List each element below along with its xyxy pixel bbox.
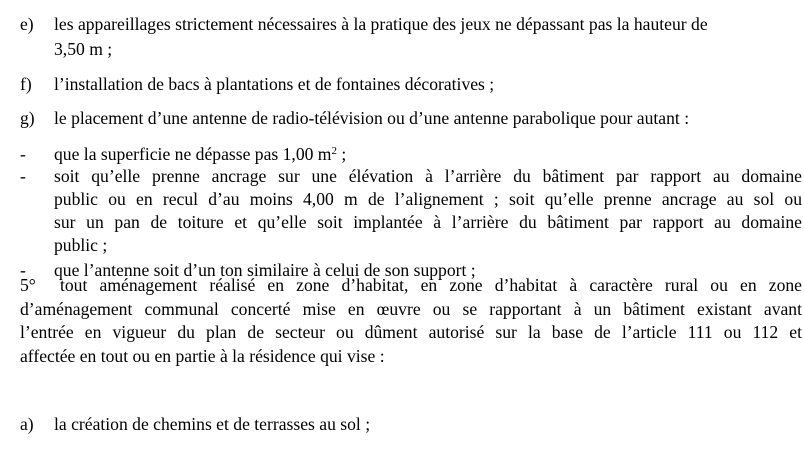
squared-superscript: 2: [331, 145, 337, 157]
paragraph-5-line-2: d’aménagement communal concerté mise en œuvre ou se rapportant à un bâtiment existant avant: [20, 299, 802, 319]
bullet-dash-3: -: [20, 260, 26, 280]
bullet-3-text: que l’antenne soit d’un ton similaire à celui de son support ;: [54, 260, 476, 280]
item-f-text: l’installation de bacs à plantations et de fontaines décoratives ;: [54, 74, 495, 94]
item-marker-f: f): [20, 74, 32, 94]
bullet-2-text-line-3: sur un pan de toiture et qu’elle soit implantée à l’arrière du bâtiment par rapport au domaine: [54, 212, 802, 232]
item-g-text: le placement d’une antenne de radio-télévision ou d’une antenne parabolique pour autant :: [54, 108, 690, 128]
item-e-text-line-1: les appareillages strictement nécessaires à la pratique des jeux ne dépassant pas la hauteur de: [54, 14, 708, 34]
paragraph-5-line-3: l’entrée en vigueur du plan de secteur ou dûment autorisé sur la base de l’article 111 ou 112 et: [20, 322, 802, 342]
paragraph-number-5: 5°: [20, 275, 36, 295]
paragraph-5-line-4: affectée en tout ou en partie à la résidence qui vise :: [20, 346, 385, 366]
bullet-1-text-main: que la superficie ne dépasse pas 1,00 m: [54, 144, 332, 164]
bullet-2-text-line-1: soit qu’elle prenne ancrage sur une élévation à l’arrière du bâtiment par rapport au domaine: [54, 166, 802, 186]
item-e-text-line-2: 3,50 m ;: [54, 39, 113, 59]
item-marker-e: e): [20, 14, 34, 34]
bullet-2-text-line-2: public ou en recul d’au moins 4,00 m de l’alignement ; soit qu’elle prenne ancrage au sol ou: [54, 189, 802, 209]
bullet-dash-1: -: [20, 144, 26, 164]
item-marker-g: g): [20, 108, 35, 128]
paragraph-5-line-1: tout aménagement réalisé en zone d’habitat, en zone d’habitat à caractère rural ou en zone: [60, 275, 802, 295]
item-a-text: la création de chemins et de terrasses au sol ;: [54, 414, 371, 434]
item-marker-a: a): [20, 414, 34, 434]
bullet-dash-2: -: [20, 166, 26, 186]
bullet-1-text-end: ;: [337, 144, 347, 164]
bullet-2-text-line-4: public ;: [54, 235, 108, 255]
